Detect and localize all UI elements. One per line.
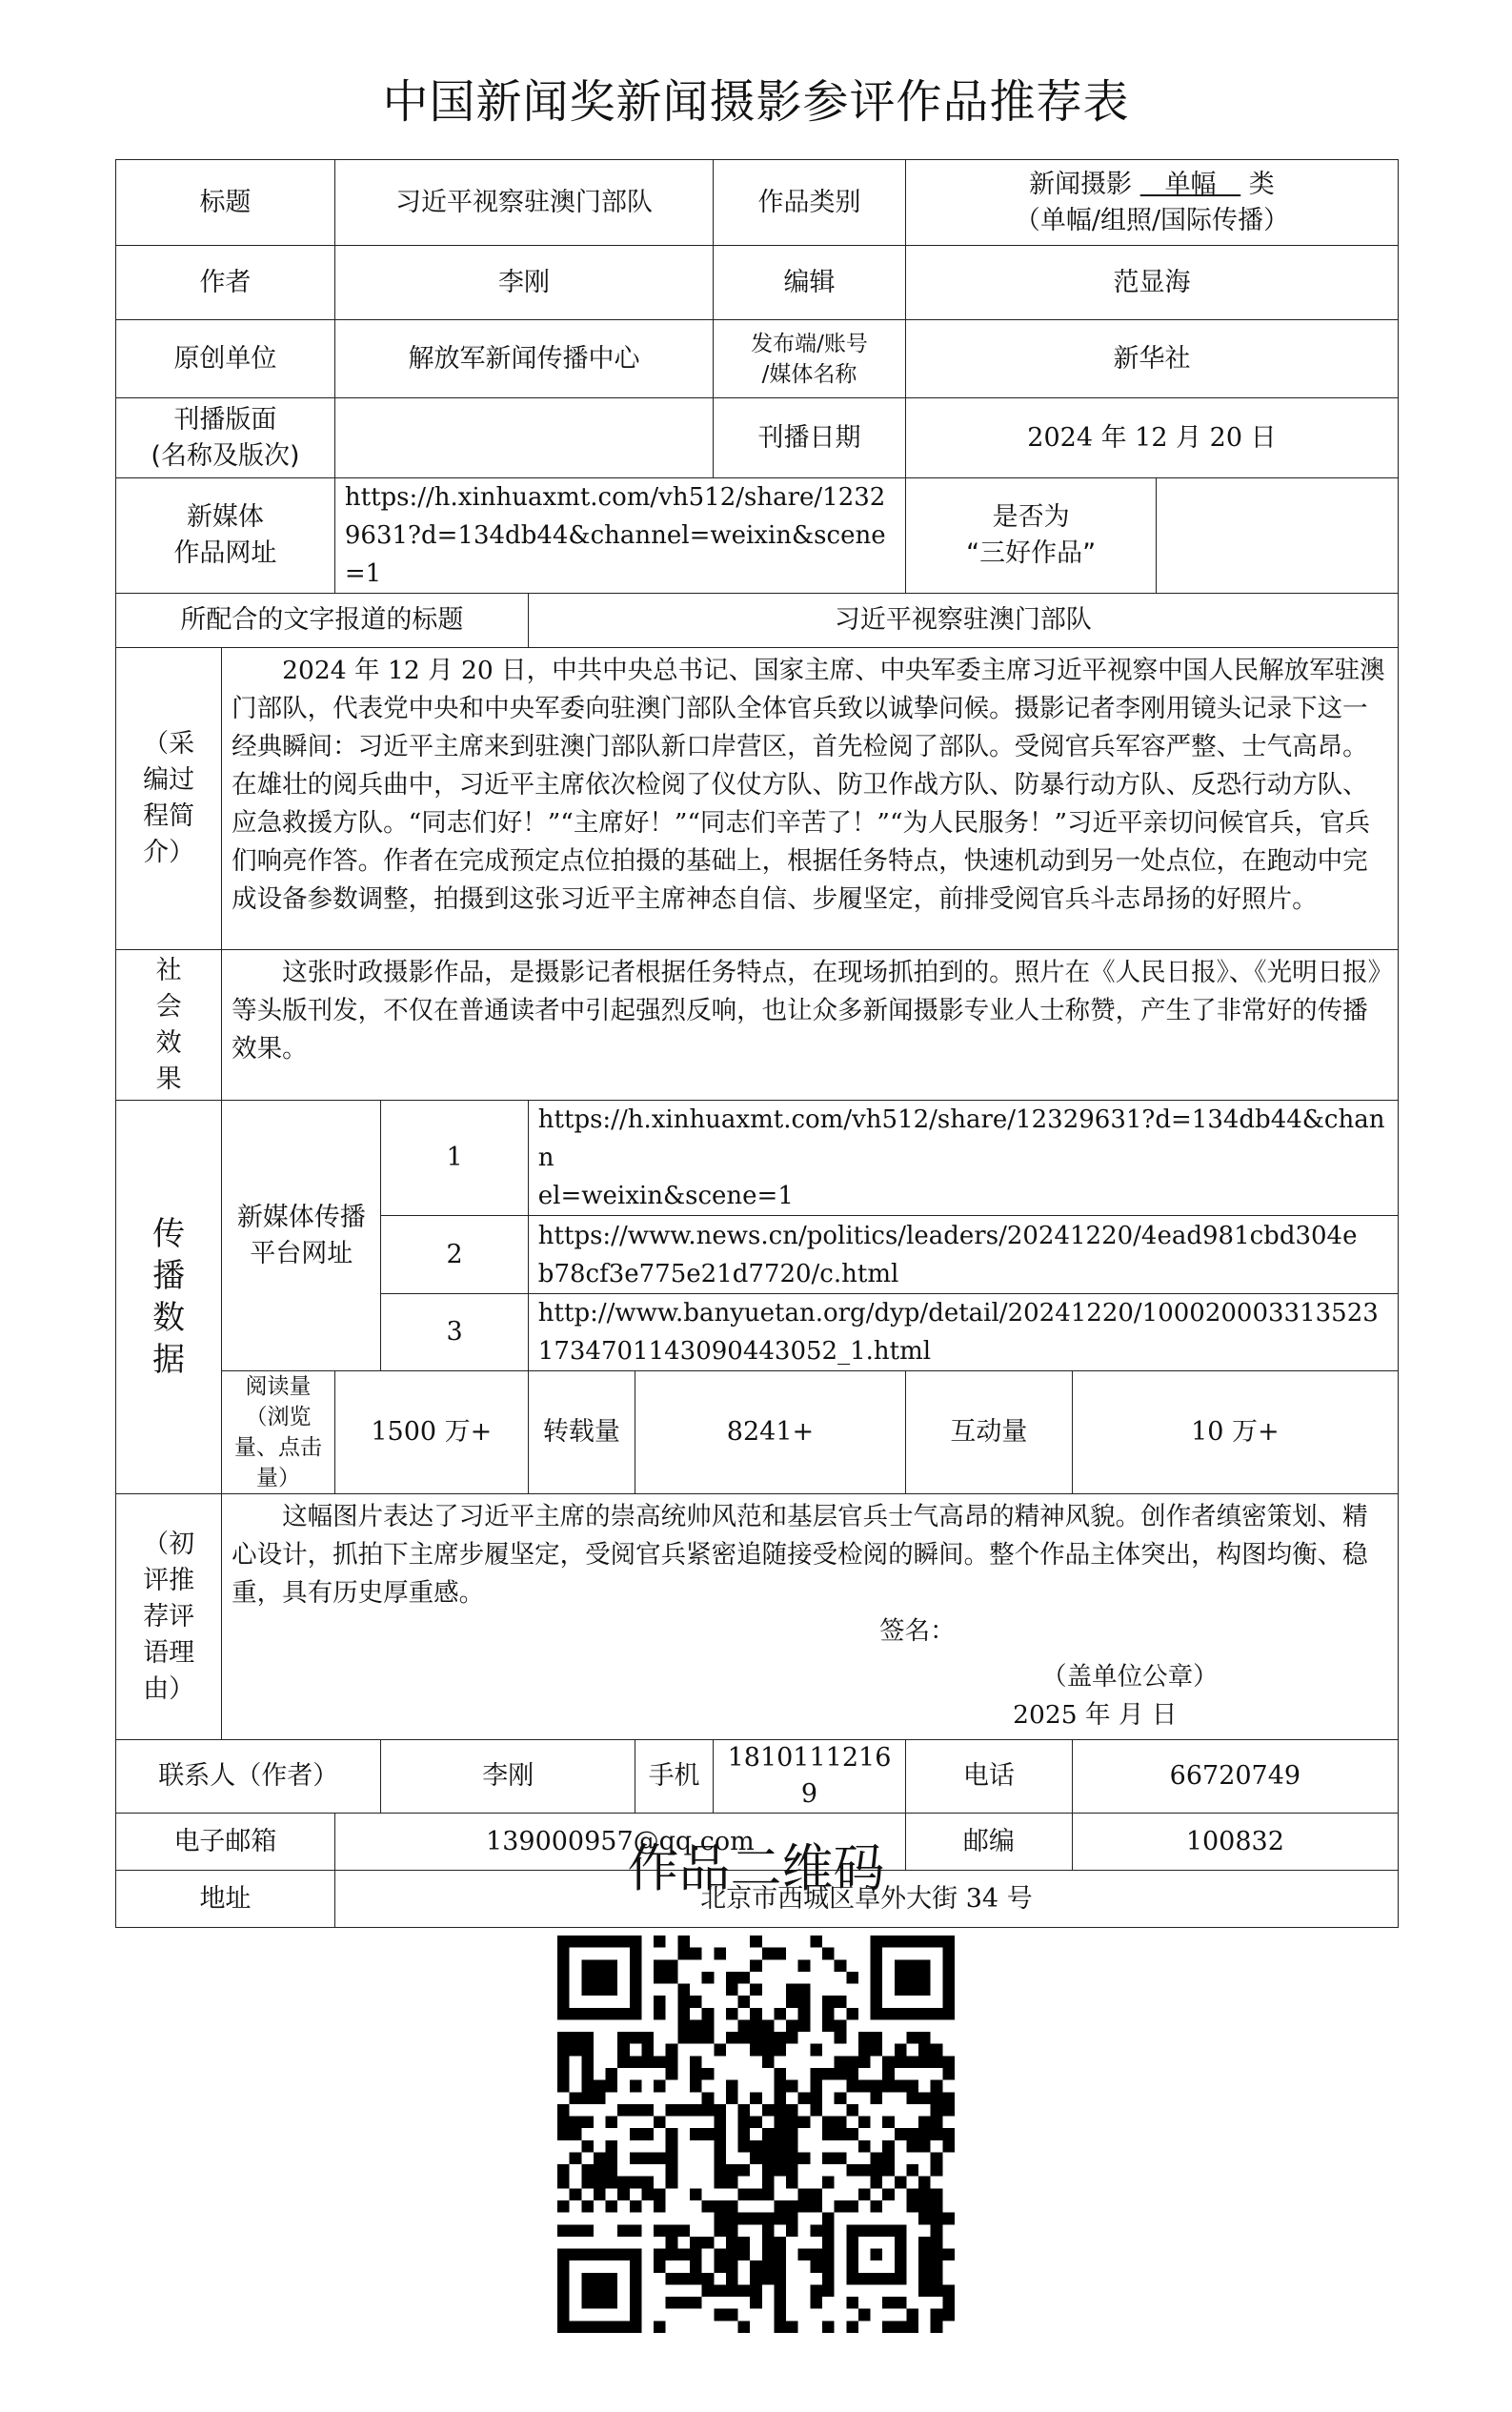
value-review: 这幅图片表达了习近平主席的崇高统帅风范和基层官兵士气高昂的精神风貌。创作者缜密策划、精心设计，抓拍下主席步履坚定，受阅官兵紧密追随接受检阅的瞬间。整个作品主体突出，构图均衡、稳重，具有历史厚重感。 签名： （盖单位公章） 2025 年 月 日 <box>222 1494 1399 1740</box>
platform-index-3: 3 <box>381 1294 528 1371</box>
value-reprints: 8241+ <box>635 1371 906 1494</box>
platform-url-3[interactable]: http://www.banyuetan.org/dyp/detail/20241220/100020003313523 1734701143090443052_1.html <box>528 1294 1398 1371</box>
value-pub-date: 2024 年 12 月 20 日 <box>905 398 1398 478</box>
value-publisher: 新华社 <box>905 320 1398 398</box>
label-three-good: 是否为 “三好作品” <box>905 478 1156 594</box>
label-reads: 阅读量（浏览 量、点击量） <box>222 1371 335 1494</box>
label-email: 电子邮箱 <box>116 1814 335 1871</box>
value-three-good <box>1157 478 1399 594</box>
label-publisher: 发布端/账号 /媒体名称 <box>714 320 906 398</box>
row-metrics <box>116 1371 1399 1494</box>
label-review: （初评推荐评语理由） <box>116 1494 222 1740</box>
document-title: 中国新闻奖新闻摄影参评作品推荐表 <box>382 75 1130 129</box>
label-spread: 传播数据 <box>116 1101 222 1494</box>
platform-index-2: 2 <box>381 1216 528 1294</box>
category-suffix: 类 <box>1248 169 1275 199</box>
value-reads: 1500 万+ <box>334 1371 528 1494</box>
value-editor: 范显海 <box>905 246 1398 320</box>
label-reprints: 转载量 <box>528 1371 635 1494</box>
label-process: （采编过程简介） <box>116 648 222 950</box>
value-newmedia-url[interactable]: https://h.xinhuaxmt.com/vh512/share/1232 9631?d=134db44&channel=weixin&scene=1 <box>334 478 905 594</box>
label-unit: 原创单位 <box>116 320 335 398</box>
value-email: 139000957@qq.com <box>334 1814 905 1871</box>
value-category <box>905 160 1398 246</box>
seal-label: （盖单位公章） <box>1041 1662 1219 1692</box>
label-postcode: 邮编 <box>905 1814 1072 1871</box>
label-editor: 编辑 <box>714 246 906 320</box>
value-phone: 66720749 <box>1072 1740 1398 1814</box>
value-author: 李刚 <box>334 246 713 320</box>
value-process: 2024 年 12 月 20 日，中共中央总书记、国家主席、中央军委主席习近平视察中国人民解放军驻澳门部队，代表党中央和中央军委向驻澳门部队全体官兵致以诚挚问候。摄影记者李刚用镜头记录下这一经典瞬间：习近平主席来到驻澳门部队新口岸营区，首先检阅了部队。受阅官兵军容严整、士气高昂。在雄壮的阅兵曲中，习近平主席依次检阅了仪仗方队、防卫作战方队、防暴行动方队、反恐行动方队、应急救援方队。“同志们好！”“主席好！”“同志们辛苦了！”“为人民服务！”习近平亲切问候官兵，官兵们响亮作答。作者在完成预定点位拍摄的基础上，根据任务特点，快速机动到另一处点位，在跑动中完成设备参数调整，拍摄到这张习近平主席神态自信、步履坚定，前排受阅官兵斗志昂扬的好照片。 <box>222 648 1399 950</box>
label-phone: 电话 <box>905 1740 1072 1814</box>
category-value: 单幅 <box>1164 169 1217 199</box>
value-edition <box>334 398 713 478</box>
value-interactions: 10 万+ <box>1072 1371 1398 1494</box>
row-edition <box>116 398 1399 478</box>
value-address: 北京市西城区阜外大街 34 号 <box>334 1871 1398 1928</box>
value-effect: 这张时政摄影作品，是摄影记者根据任务特点，在现场抓拍到的。照片在《人民日报》、《光明日报》等头版刊发，不仅在普通读者中引起强烈反响，也让众多新闻摄影专业人士称赞，产生了非常好的传播效果。 <box>222 950 1399 1101</box>
row-contact <box>116 1740 1399 1814</box>
row-author <box>116 246 1399 320</box>
value-unit: 解放军新闻传播中心 <box>334 320 713 398</box>
sign-date: 2025 年 月 日 <box>1013 1700 1178 1730</box>
row-platform-1 <box>116 1101 1399 1216</box>
platform-url-1[interactable]: https://h.xinhuaxmt.com/vh512/share/12329631?d=134db44&chann el=weixin&scene=1 <box>528 1101 1398 1216</box>
label-mobile: 手机 <box>635 1740 714 1814</box>
label-pub-date: 刊播日期 <box>714 398 906 478</box>
row-text-report <box>116 594 1399 648</box>
label-edition: 刊播版面 (名称及版次) <box>116 398 335 478</box>
row-title <box>116 160 1399 246</box>
category-prefix: 新闻摄影 <box>1029 169 1133 199</box>
label-category: 作品类别 <box>714 160 906 246</box>
recommendation-form <box>115 159 1399 1928</box>
label-effect: 社会效果 <box>116 950 222 1101</box>
category-options: （单幅/组照/国际传播） <box>1014 205 1290 235</box>
platform-url-2[interactable]: https://www.news.cn/politics/leaders/20241220/4ead981cbd304e b78cf3e775e21d7720/c.html <box>528 1216 1398 1294</box>
label-interactions: 互动量 <box>905 1371 1072 1494</box>
label-author: 作者 <box>116 246 335 320</box>
label-newmedia-url: 新媒体 作品网址 <box>116 478 335 594</box>
qr-code-icon <box>557 1936 955 2333</box>
row-effect <box>116 950 1399 1101</box>
value-title: 习近平视察驻澳门部队 <box>334 160 713 246</box>
label-platform: 新媒体传播 平台网址 <box>222 1101 381 1371</box>
label-address: 地址 <box>116 1871 335 1928</box>
value-text-report: 习近平视察驻澳门部队 <box>528 594 1398 648</box>
signature-label: 签名： <box>879 1616 956 1646</box>
row-process <box>116 648 1399 950</box>
qr-title: 作品二维码 <box>627 1838 885 1898</box>
platform-index-1: 1 <box>381 1101 528 1216</box>
label-title: 标题 <box>116 160 335 246</box>
label-text-report: 所配合的文字报道的标题 <box>116 594 529 648</box>
value-contact: 李刚 <box>381 1740 635 1814</box>
label-contact: 联系人（作者） <box>116 1740 381 1814</box>
row-review <box>116 1494 1399 1740</box>
row-unit <box>116 320 1399 398</box>
value-mobile: 18101112169 <box>714 1740 906 1814</box>
row-newmedia-url <box>116 478 1399 594</box>
value-postcode: 100832 <box>1072 1814 1398 1871</box>
